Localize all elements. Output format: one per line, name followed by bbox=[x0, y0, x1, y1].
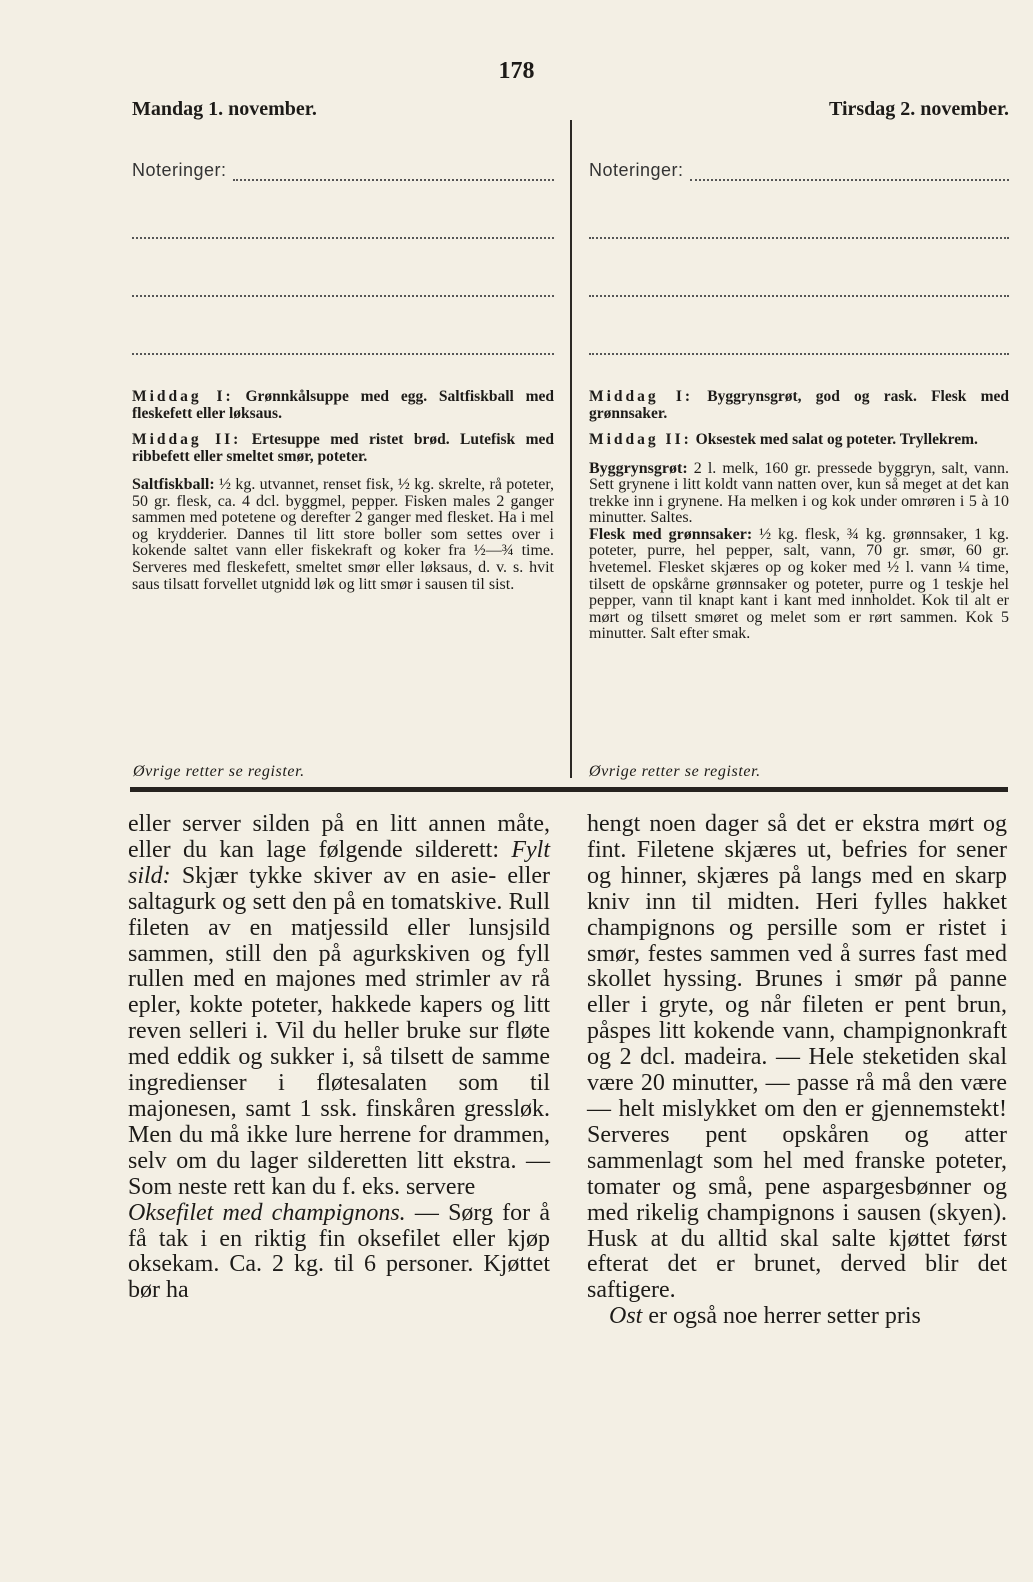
paragraph-text: Skjær tykke skiver av en asie- eller saltagurk og sett den på en tomatskive. Rull fileten av en matjessild eller lunsjsild sammen, still den på agurkskiven og fyll rullen med en majones med strimler av rå epler, kokte poteter, hakkede kapers og litt reven selleri i. Vil du heller bruke sur fløte med eddik og sukker i, så tilsett de samme ingredienser i fløtesalaten som til majonesen, samt 1 ssk. finskåren gressløk. Men du må ikke lure herrene for drammen, selv om du lager silderetten litt ekstra. — Som neste rett kan du f. eks. servere bbox=[128, 862, 550, 1200]
right-notes-label: Noteringer: bbox=[589, 160, 684, 180]
body-right-column bbox=[587, 812, 1007, 1330]
menu-text: Ertesuppe med ristet brød. Lutefisk med ribbefett eller smeltet smør, poteter. bbox=[132, 431, 554, 465]
recipe-title: Flesk med grønnsaker: bbox=[589, 525, 753, 543]
left-notes-label: Noteringer: bbox=[132, 160, 227, 180]
recipe-text: ½ kg. flesk, ¾ kg. grønnsaker, 1 kg. poteter, purre, hel pepper, salt, vann, 70 gr. smør, 60 gr. hvetemel. Flesket skjæres op og koker med ½ l. vann ¼ time, tilsett de opskårne grønnsaker og poteter, purre og 1 teskje hel pepper, vann til knapt kant i kant med innholdet. Kok til alt er mørt og tilsett smøret og melet som er rørt sammen. Kok 5 minutter. Salt efter smak. bbox=[589, 525, 1010, 643]
menu-label: Middag II: bbox=[132, 431, 242, 448]
paragraph bbox=[128, 812, 550, 1201]
recipe-text: ½ kg. utvannet, renset fisk, ½ kg. skrelte, rå poteter, 50 gr. flesk, ca. 4 dcl. byggmel, pepper. Fisken males 2 ganger sammen med potetene og derefter 2 ganger med flesket. Ha i mel og krydderier. Dannes til litt store boller som settes over i kokende saltet vann eller fiskekraft og koker fra ½—¾ time. Serveres med fleskefett, smeltet smør eller løksaus, d. v. s. hvit saus tilsatt forvellet utgnidd løk og litt smør i sausen til sist. bbox=[132, 476, 555, 593]
dotted-line bbox=[132, 297, 554, 355]
menu-item bbox=[589, 432, 1009, 449]
paragraph-text: hengt noen dager så det er ekstra mørt og fint. Filetene skjæres ut, befries for sener og hinner, skjæres på langs med en skarp kniv inn til midten. Heri fylles hakket champignons og persille som er ristet i smør, festes sammen ved å surres fast med skollet hyssing. Brunes i smør på panne eller i gryte, og når fileten er pent brun, påspes litt kokende vann, champignonkraft og 2 dcl. madeira. — Hele steketiden skal være 20 minutter, — passe rå må den være — helt mislykket om den er gjennemstekt! Serveres pent opskåren og atter sammenlagt som hel med franske poteter, tomater og små, pene aspargesbønner og med rikelig champignons i sausen (skyen). Husk at du alltid skal salte kjøttet først efterat det er brunet, derved blir det saftigere. bbox=[587, 811, 1007, 1304]
paragraph-italic: Fylt sild: bbox=[128, 836, 550, 889]
column-divider bbox=[570, 120, 572, 778]
dotted-line bbox=[589, 181, 1009, 239]
paragraph-text: er også noe herrer setter pris bbox=[642, 1303, 921, 1330]
menu-item bbox=[132, 432, 554, 465]
right-menu bbox=[589, 389, 1009, 449]
paragraph bbox=[587, 1304, 1007, 1330]
menu-label: Middag II: bbox=[589, 431, 692, 448]
dotted-line bbox=[589, 297, 1009, 355]
menu-text: Byggrynsgrøt, god og rask. Flesk med grønnsaker. bbox=[589, 388, 1009, 422]
dotted-line bbox=[132, 181, 554, 239]
dotted-line bbox=[690, 161, 1009, 181]
paragraph-text: — Sørg for å få tak i en riktig fin oksefilet eller kjøp oksekam. Ca. 2 kg. til 6 personer. Kjøttet bør ha bbox=[128, 1199, 550, 1304]
dotted-line bbox=[132, 239, 554, 297]
paragraph-text: eller server silden på en litt annen måte, eller du kan lage følgende silderett: bbox=[128, 811, 550, 863]
left-day-column bbox=[132, 160, 554, 593]
dotted-line bbox=[233, 161, 554, 181]
menu-text: Oksestek med salat og poteter. Tryllekrem. bbox=[695, 431, 978, 448]
recipe-title: Saltfiskball: bbox=[132, 476, 215, 493]
left-notes-line bbox=[132, 160, 554, 181]
left-footer-note: Øvrige retter se register. bbox=[133, 763, 305, 780]
left-menu bbox=[132, 389, 554, 465]
paragraph bbox=[587, 812, 1007, 1304]
right-footer-note: Øvrige retter se register. bbox=[589, 763, 761, 780]
menu-label: Middag I: bbox=[132, 388, 234, 405]
dotted-line bbox=[589, 239, 1009, 297]
menu-item bbox=[132, 389, 554, 422]
recipe-flesk-med-gronnsaker bbox=[589, 527, 1009, 643]
recipe-byggrynsgrot bbox=[589, 461, 1009, 527]
page-number: 178 bbox=[498, 58, 535, 84]
right-notes-line bbox=[589, 160, 1009, 181]
recipe-title: Byggrynsgrøt: bbox=[589, 459, 688, 477]
paragraph-italic: Ost bbox=[609, 1303, 643, 1330]
right-day-column bbox=[589, 160, 1009, 643]
section-rule bbox=[130, 787, 1008, 792]
paragraph-italic: Oksefilet med champignons. bbox=[128, 1199, 406, 1226]
right-day-heading: Tirsdag 2. november. bbox=[828, 98, 1009, 120]
recipe-saltfiskball bbox=[132, 477, 554, 593]
menu-text: Grønnkålsuppe med egg. Saltfiskball med fleskefett eller løksaus. bbox=[132, 388, 555, 422]
menu-label: Middag I: bbox=[589, 388, 694, 405]
paragraph bbox=[128, 1201, 550, 1305]
recipe-text: 2 l. melk, 160 gr. pressede byggryn, salt, vann. Sett grynene i litt koldt vann natten over, kun så meget at det kan trekke inn i grynene. Ha melken i og kok under omrøren i 5 à 10 minutter. Saltes. bbox=[589, 459, 1010, 527]
menu-item bbox=[589, 389, 1009, 422]
left-day-heading: Mandag 1. november. bbox=[132, 98, 317, 120]
body-left-column bbox=[128, 812, 550, 1304]
